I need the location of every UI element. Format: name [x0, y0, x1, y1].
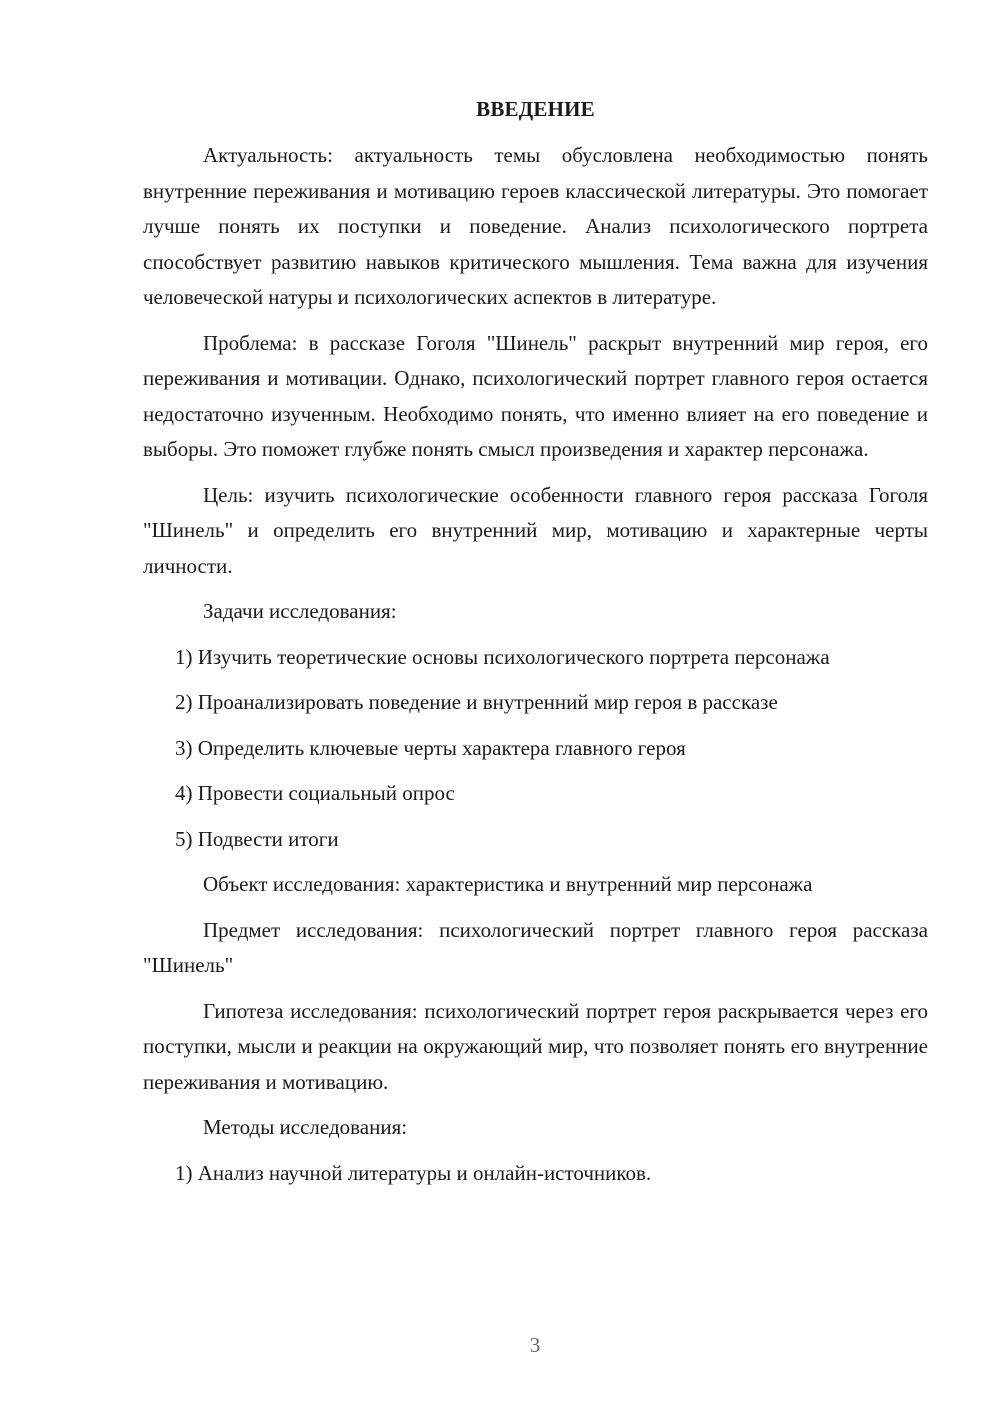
task-item-5: 5) Подвести итоги — [175, 826, 339, 851]
task-item-1: 1) Изучить теоретические основы психологического портрета персонажа — [175, 644, 830, 669]
paragraph-subject: Предмет исследования: психологический портрет главного героя рассказа "Шинель" — [143, 917, 928, 977]
methods-heading: Методы исследования: — [203, 1115, 408, 1139]
task-item-2: 2) Проанализировать поведение и внутренний мир героя в рассказе — [175, 690, 778, 714]
task-item-4: 4) Провести социальный опрос — [175, 781, 455, 805]
page-title: ВВЕДЕНИЕ — [476, 97, 595, 121]
page-content — [143, 94, 928, 1201]
page-number: 3 — [529, 1333, 541, 1357]
method-item-1: 1) Анализ научной литературы и онлайн-источников. — [175, 1160, 652, 1185]
task-item-3: 3) Определить ключевые черты характера главного героя — [175, 735, 686, 760]
paragraph-problem: Проблема: в рассказе Гоголя "Шинель" раскрыт внутренний мир героя, его переживания и мотивации. Однако, психологический портрет главного героя остается недостаточно изученным. Необходимо понять, что именно влияет на его поведение и выборы. Это поможет глубже понять смысл произведения и характер персонажа. — [143, 330, 928, 461]
paragraph-object: Объект исследования: характеристика и внутренний мир персонажа — [203, 872, 813, 896]
tasks-heading: Задачи исследования: — [203, 599, 397, 623]
paragraph-goal: Цель: изучить психологические особенности главного героя рассказа Гоголя "Шинель" и определить его внутренний мир, мотивацию и характерные черты личности. — [143, 482, 928, 578]
paragraph-relevance: Актуальность: актуальность темы обусловлена необходимостью понять внутренние переживания и мотивацию героев классической литературы. Это помогает лучше понять их поступки и поведение. Анализ психологического портрета способствует развитию навыков критического мышления. Тема важна для изучения человеческой натуры и психологических аспектов в литературе. — [143, 143, 928, 309]
paragraph-hypothesis: Гипотеза исследования: психологический портрет героя раскрывается через его поступки, мысли и реакции на окружающий мир, что позволяет понять его внутренние переживания и мотивацию. — [143, 998, 928, 1094]
